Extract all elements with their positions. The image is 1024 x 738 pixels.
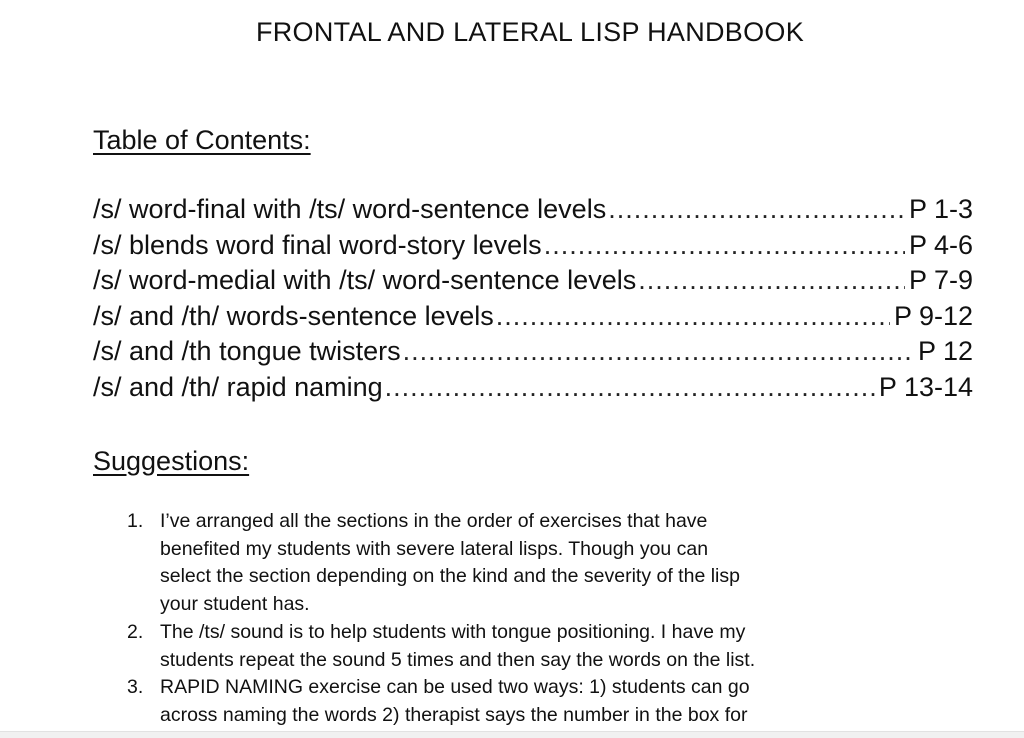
toc-leader-dots <box>638 265 905 296</box>
toc-entry-text: /s/ and /th/ rapid naming <box>93 371 383 402</box>
toc-leader-dots <box>544 230 905 261</box>
suggestions-heading: Suggestions: <box>93 446 250 476</box>
toc-entry <box>93 230 973 266</box>
suggestion-item <box>127 674 960 729</box>
suggestion-item <box>127 619 960 674</box>
suggestion-line: RAPID NAMING exercise can be used two ways: 1) students can go <box>160 676 750 699</box>
toc-entry <box>93 336 973 372</box>
suggestions-list <box>127 508 960 730</box>
toc-entry-page: P 1-3 <box>908 194 973 224</box>
toc-entry-text: /s/ and /th tongue twisters <box>93 336 401 367</box>
toc-entry-page: P 13-14 <box>878 371 973 402</box>
suggestion-line: benefited my students with severe lateral lisps. Though you can <box>160 537 709 560</box>
toc-entry <box>93 372 973 408</box>
suggestion-line: your student has. <box>160 593 310 616</box>
suggestion-line: select the section depending on the kind and the severity of the lisp <box>160 565 740 588</box>
toc-leader-dots <box>496 301 890 332</box>
toc-entry-text: /s/ blends word final word-story levels <box>93 229 542 260</box>
page-bottom-edge <box>0 731 1024 738</box>
toc-entry <box>93 301 973 337</box>
toc-entry-page: P 7-9 <box>908 265 973 296</box>
toc-leader-dots <box>403 336 914 367</box>
toc-leader-dots <box>385 372 875 403</box>
suggestion-number: 1. <box>127 510 144 532</box>
toc-entry-text: /s/ word-final with /ts/ word-sentence levels <box>93 194 607 224</box>
toc-entry-page: P 12 <box>917 336 973 367</box>
suggestion-line: across naming the words 2) therapist says the number in the box for <box>160 703 748 726</box>
toc-entry-page: P 4-6 <box>908 229 973 260</box>
suggestion-line: The /ts/ sound is to help students with tongue positioning. I have my <box>160 620 746 643</box>
suggestion-number: 3. <box>127 676 144 699</box>
toc-entry <box>93 194 973 230</box>
suggestion-line: students repeat the sound 5 times and then say the words on the list. <box>160 648 756 671</box>
toc-entry-page: P 9-12 <box>893 300 973 331</box>
suggestion-number: 2. <box>127 620 144 643</box>
toc-list <box>93 194 973 408</box>
toc-entry <box>93 265 973 301</box>
toc-entry-text: /s/ and /th/ words-sentence levels <box>93 300 494 331</box>
suggestion-item <box>127 508 960 619</box>
toc-entry-text: /s/ word-medial with /ts/ word-sentence levels <box>93 265 637 296</box>
toc-heading: Table of Contents: <box>93 125 311 155</box>
suggestion-line: I’ve arranged all the sections in the order of exercises that have <box>160 510 708 532</box>
toc-leader-dots <box>608 194 905 225</box>
document-title: FRONTAL AND LATERAL LISP HANDBOOK <box>255 17 805 47</box>
